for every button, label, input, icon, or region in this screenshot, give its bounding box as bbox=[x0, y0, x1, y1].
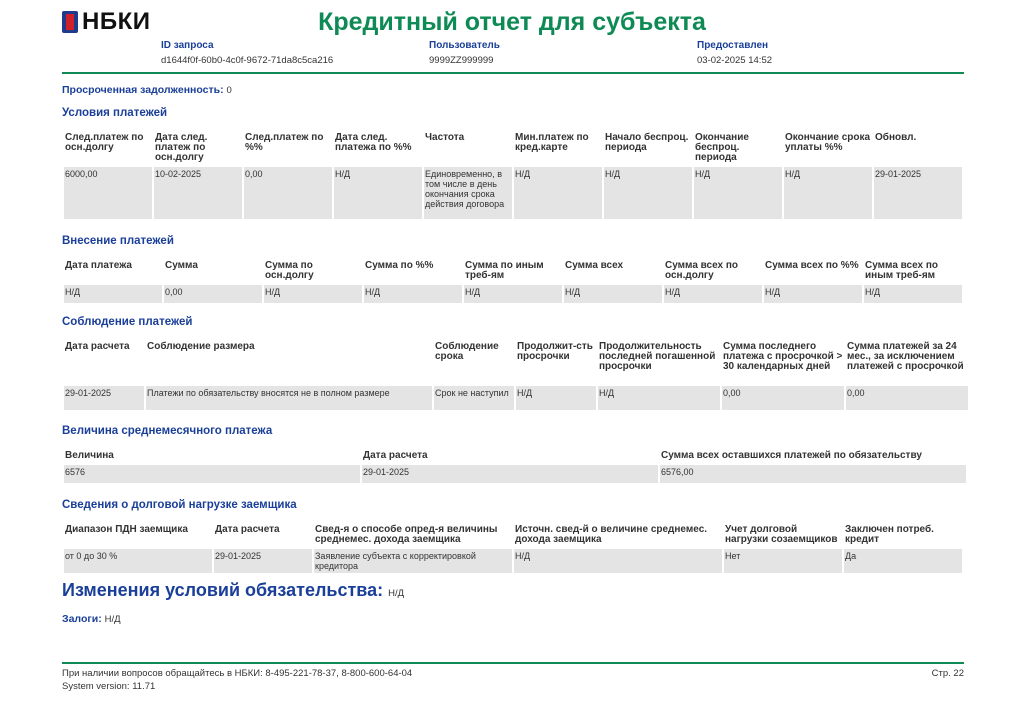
collateral-label: Залоги: bbox=[62, 613, 102, 625]
cell: 0,00 bbox=[846, 386, 968, 410]
overdue-label: Просроченная задолженность: bbox=[62, 84, 224, 96]
col-header: Сумма по иным треб-ям bbox=[465, 260, 544, 281]
col-header: Сумма всех по осн.долгу bbox=[665, 260, 739, 281]
user-value: 9999ZZ999999 bbox=[429, 55, 494, 66]
table-row bbox=[64, 167, 962, 219]
cell: 0,00 bbox=[244, 167, 332, 219]
request-id-block bbox=[161, 40, 333, 66]
cell: 6000,00 bbox=[64, 167, 152, 219]
cell: 0,00 bbox=[722, 386, 844, 410]
col-header: Источн. свед-й о величине среднемес. дохода заемщика bbox=[515, 524, 708, 545]
logo-text: НБКИ bbox=[82, 8, 151, 35]
cell: 29-01-2025 bbox=[874, 167, 962, 219]
footer-version: System version: 11.71 bbox=[62, 681, 156, 692]
cell: 29-01-2025 bbox=[214, 549, 312, 573]
col-header: Сумма платежей за 24 мес., за исключением платежей с просрочкой bbox=[847, 341, 964, 372]
cell: Н/Д bbox=[664, 285, 762, 303]
changes-value: Н/Д bbox=[388, 588, 405, 599]
provided-block bbox=[697, 40, 772, 66]
cell: Н/Д bbox=[334, 167, 422, 219]
col-header: Дата расчета bbox=[363, 450, 428, 461]
table-header-row bbox=[64, 131, 962, 167]
cell: Н/Д bbox=[64, 285, 162, 303]
table-header-row bbox=[64, 259, 962, 285]
cell: 29-01-2025 bbox=[362, 465, 658, 483]
col-header: Сумма по %% bbox=[365, 260, 434, 271]
table-row bbox=[64, 386, 968, 410]
payments-table bbox=[62, 259, 964, 303]
cell: 10-02-2025 bbox=[154, 167, 242, 219]
table-header-row bbox=[64, 449, 966, 465]
cell: 6576,00 bbox=[660, 465, 966, 483]
col-header: След.платеж по осн.долгу bbox=[65, 132, 144, 153]
col-header: Сумма последнего платежа с просрочкой > 30 календарных дней bbox=[723, 341, 843, 372]
page-title: Кредитный отчет для субъекта bbox=[318, 8, 706, 36]
col-header: Диапазон ПДН заемщика bbox=[65, 524, 188, 535]
footer-contacts: При наличии вопросов обращайтесь в НБКИ: 8-495-221-78-37, 8-800-600-64-04 bbox=[62, 668, 413, 679]
col-header: Учет долговой нагрузки созаемщиков bbox=[725, 524, 838, 545]
cell: Н/Д bbox=[514, 167, 602, 219]
cell: Н/Д bbox=[864, 285, 962, 303]
col-header: Соблюдение размера bbox=[147, 341, 255, 352]
cell: Заявление субъекта с корректировкой кредитора bbox=[314, 549, 512, 573]
payment-terms-table bbox=[62, 131, 964, 219]
table-row bbox=[64, 549, 962, 573]
request-id-value: d1644f0f-60b0-4c0f-9672-71da8c5ca216 bbox=[161, 55, 334, 66]
cell: Н/Д bbox=[464, 285, 562, 303]
footer-divider bbox=[62, 662, 964, 664]
cell: Н/Д bbox=[264, 285, 362, 303]
cell: 29-01-2025 bbox=[64, 386, 144, 410]
cell: Н/Д bbox=[604, 167, 692, 219]
table-row bbox=[64, 465, 966, 483]
col-header: Дата расчета bbox=[65, 341, 130, 352]
cell: Н/Д bbox=[514, 549, 722, 573]
user-label: Пользователь bbox=[429, 40, 500, 51]
table-header-row bbox=[64, 523, 962, 549]
col-header: Сумма всех оставшихся платежей по обязательству bbox=[661, 450, 922, 461]
col-header: Частота bbox=[425, 132, 465, 143]
cell: Н/Д bbox=[364, 285, 462, 303]
col-header: Величина bbox=[65, 450, 114, 461]
cell: Платежи по обязательству вносятся не в полном размере bbox=[146, 386, 432, 410]
cell: Н/Д bbox=[564, 285, 662, 303]
col-header: Свед-я о способе опред-я величины среднемес. дохода заемщика bbox=[315, 524, 498, 545]
collateral-line bbox=[62, 613, 121, 625]
user-block bbox=[429, 40, 500, 66]
col-header: Дата след. платеж по осн.долгу bbox=[155, 132, 208, 163]
compliance-table bbox=[62, 340, 970, 410]
col-header: Продолжительность последней погашенной просрочки bbox=[599, 341, 716, 372]
col-header: Начало беспроц. периода bbox=[605, 132, 689, 153]
cell: Да bbox=[844, 549, 962, 573]
cell: Н/Д bbox=[784, 167, 872, 219]
cell: от 0 до 30 % bbox=[64, 549, 212, 573]
col-header: Сумма по осн.долгу bbox=[265, 260, 314, 281]
payments-title: Внесение платежей bbox=[62, 235, 174, 247]
cell: Н/Д bbox=[694, 167, 782, 219]
col-header: Дата след. платежа по %% bbox=[335, 132, 412, 153]
table-header-row bbox=[64, 340, 968, 386]
overdue-line bbox=[62, 84, 232, 96]
header-divider bbox=[62, 72, 964, 74]
col-header: Дата платежа bbox=[65, 260, 132, 271]
cell: Срок не наступил bbox=[434, 386, 514, 410]
col-header: Окончание беспроц. периода bbox=[695, 132, 749, 163]
col-header: След.платеж по %% bbox=[245, 132, 324, 153]
provided-label: Предоставлен bbox=[697, 40, 769, 51]
col-header: Сумма bbox=[165, 260, 198, 271]
payment-terms-title: Условия платежей bbox=[62, 107, 168, 119]
provided-value: 03-02-2025 14:52 bbox=[697, 55, 773, 66]
cell: Единовременно, в том числе в день окончания срока действия договора bbox=[424, 167, 512, 219]
cell: Н/Д bbox=[598, 386, 720, 410]
page-number: Стр. 22 bbox=[931, 668, 964, 679]
collateral-value: Н/Д bbox=[104, 614, 121, 625]
col-header: Обновл. bbox=[875, 132, 917, 143]
changes-line bbox=[62, 580, 404, 601]
col-header: Заключен потреб. кредит bbox=[845, 524, 934, 545]
compliance-title: Соблюдение платежей bbox=[62, 316, 193, 328]
cell: Н/Д bbox=[516, 386, 596, 410]
col-header: Дата расчета bbox=[215, 524, 280, 535]
cell: Н/Д bbox=[764, 285, 862, 303]
avg-payment-title: Величина среднемесячного платежа bbox=[62, 425, 273, 437]
debt-load-title: Сведения о долговой нагрузке заемщика bbox=[62, 499, 297, 511]
request-id-label: ID запроса bbox=[161, 40, 214, 51]
avg-payment-table bbox=[62, 449, 968, 483]
col-header: Окончание срока уплаты %% bbox=[785, 132, 871, 153]
col-header: Соблюдение срока bbox=[435, 341, 499, 362]
col-header: Продолжит-сть просрочки bbox=[517, 341, 593, 362]
changes-label: Изменения условий обязательства: bbox=[62, 580, 384, 600]
cell: 6576 bbox=[64, 465, 360, 483]
debt-load-table bbox=[62, 523, 964, 573]
col-header: Сумма всех bbox=[565, 260, 624, 271]
col-header: Сумма всех по %% bbox=[765, 260, 859, 271]
cell: Нет bbox=[724, 549, 842, 573]
table-row bbox=[64, 285, 962, 303]
cell: 0,00 bbox=[164, 285, 262, 303]
col-header: Сумма всех по иным треб-ям bbox=[865, 260, 939, 281]
overdue-value: 0 bbox=[226, 85, 232, 96]
col-header: Мин.платеж по кред.карте bbox=[515, 132, 589, 153]
